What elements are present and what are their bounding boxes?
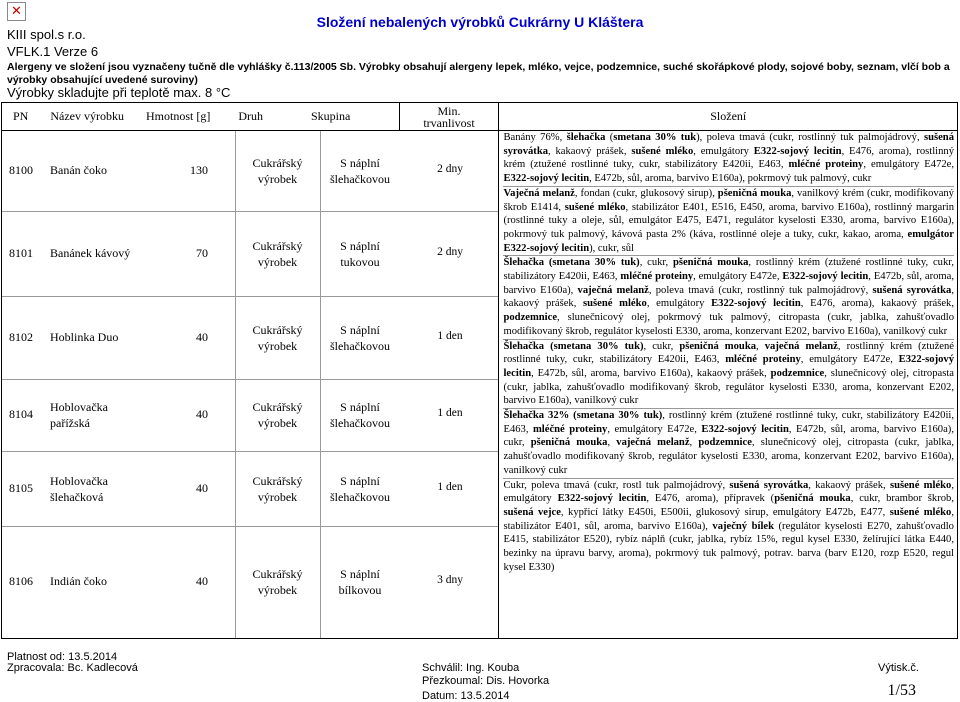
document-date: Datum: 13.5.2014 xyxy=(422,690,510,702)
col-pn-header: PN xyxy=(13,109,29,123)
product-group: S náplní xyxy=(340,400,380,414)
storage-note: Výrobky skladujte při teplotě max. 8 °C xyxy=(7,85,231,100)
company-name: KIII spol.s r.o. xyxy=(7,27,86,42)
composition-text: Šlehačka 32% (smetana 30% tuk), rostlinný krém (ztužené rostlinné tuky, cukr, stabilizátory E420ii, E463, mléčné proteiny, emulgátory E472e, E322-sojový lecitin, E472b, sůl, aroma, barvivo E160a), cukr, pšeničná mouka, vaječná melanž, podzemnice, slunečnicový olej, citropasta (cukr, jablka, zahušťovadlo modifikovaný škrob, regulátor kyselosti E330, aroma, konzervant E202, barvivo E160a), vanilkový cukr xyxy=(503,409,954,479)
row-divider xyxy=(2,379,498,380)
col-weight-header: Hmotnost [g] xyxy=(145,109,211,123)
product-group: S náplní xyxy=(340,473,380,488)
product-weight: 70 xyxy=(196,245,208,260)
product-type: výrobek xyxy=(257,416,298,430)
product-name: Hoblinka Duo xyxy=(50,329,119,344)
reviewed-by: Přezkoumal: Dis. Hovorka xyxy=(422,675,550,687)
product-group: S náplní xyxy=(340,567,380,581)
product-group: S náplní xyxy=(340,322,380,337)
product-weight: 40 xyxy=(196,329,208,344)
product-pn: 8101 xyxy=(9,245,33,260)
copy-number: Výtisk.č. xyxy=(878,662,919,674)
product-weight: 40 xyxy=(196,574,208,588)
composition-text: Vaječná melanž, fondan (cukr, glukosový sirup), pšeničná mouka, vanilkový krém (cukr, modifikovaný škrob E1414, sušené mléko, stabilizátor E401, E516, E450, aroma, barvivo E160a), rostlinný margarin (rostlinné tuky a oleje, sůl, emulgátor E475, E471, regulátor kyselosti E330, aroma, barvivo E160a), pokrmový tuk palmový, kávová pasta 2% (káva, rostlinné oleje a tuky, cukr, kakao, aroma, emulgátor E322-sojový lecitin), cukr, sůl xyxy=(503,187,954,257)
products-table xyxy=(1,102,958,639)
product-pn: 8102 xyxy=(9,329,33,344)
product-group: S náplní xyxy=(340,156,380,170)
product-type: Cukrářský xyxy=(252,400,303,414)
composition-text: Banány 76%, šlehačka (smetana 30% tuk), poleva tmavá (cukr, rostlinný tuk palmojádrový, sušená syrovátka, kakaový prášek, sušené mléko, emulgátory E322-sojový lecitin, E476, aroma), rostlinný krém (ztužené rostlinné tuky, cukr, stabilizátory E420ii, E463, mléčné proteiny, emulgátory E472e, E322-sojový lecitin, E472b, sůl, aroma, barvivo E160a), pokrmový tuk palmový, cukr xyxy=(503,131,954,187)
product-name: Banán čoko xyxy=(50,163,107,177)
product-name: Hoblovačka xyxy=(50,400,108,414)
composition-text: Šlehačka (smetana 30% tuk), cukr, pšeničná mouka, vaječná melanž, rostlinný krém (ztužené rostlinné tuky, cukr, stabilizátory E420ii, E463, mléčné proteiny, emulgátory E472e, E322-sojový lecitin, E472b, sůl, aroma, barvivo E160a), kakaový prášek, podzemnice, slunečnicový olej, citropasta (cukr, jablka, zahušťovadlo modifikovaný škrob, regulátor kyselosti E330, aroma, konzervant E202, barvivo E160a), vanilkový cukr xyxy=(503,340,954,410)
product-group: šlehačkovou xyxy=(330,338,390,353)
product-group: bílkovou xyxy=(338,583,382,597)
col-shelf-life-header: Min. trvanlivost xyxy=(399,103,499,131)
product-pn: 8104 xyxy=(9,407,33,421)
col-name-header: Název výrobku xyxy=(50,109,124,123)
product-name: Indián čoko xyxy=(50,574,107,588)
product-group: šlehačkovou xyxy=(330,172,390,186)
product-type: Cukrářský xyxy=(252,322,303,337)
row-divider xyxy=(2,451,498,452)
product-shelf-life: 3 dny xyxy=(437,574,463,586)
product-shelf-life: 1 den xyxy=(437,480,463,493)
product-group: tukovou xyxy=(340,254,380,269)
valid-from: Platnost od: 13.5.2014 xyxy=(7,651,118,663)
product-name: pařížská xyxy=(50,416,90,430)
product-group: šlehačkovou xyxy=(330,489,390,504)
prepared-by: Zpracovala: Bc. Kadlecová xyxy=(7,662,138,674)
column-divider xyxy=(235,131,236,638)
product-name: Banánek kávový xyxy=(50,245,131,260)
document-version: VFLK.1 Verze 6 xyxy=(7,44,99,59)
product-weight: 40 xyxy=(196,480,208,495)
product-pn: 8106 xyxy=(9,574,33,588)
product-type: výrobek xyxy=(257,489,298,504)
page-number: 1/53 xyxy=(887,682,916,699)
composition-text: Cukr, poleva tmavá (cukr, rostl tuk palmojádrový, sušená syrovátka, kakaový prášek, sušené mléko, emulgátory E322-sojový lecitin, E476, aroma), přípravek (pšeničná mouka, cukr, brambor škrob, sušená vejce, kypřicí látky E450i, E500ii, glukosový sirup, emulgátory E472b, E477, sušené mléko, stabilizátor E401, sůl, aroma, barvivo E160a), vaječný bílek (regulátor kyselosti E270, zahušťovadlo E415, stabilizátor E520), rybíz náplň (cukr, jablka, rybíz 15%, regul kysel E330, želírující látka E440, bezinky na úpravu barvy, aroma), pokrmový tuk palmový, potrav. barva (barv E120, rozp E520, regul kysel E330) xyxy=(503,479,955,573)
col-composition-header: Složení xyxy=(499,103,958,131)
product-group: šlehačkovou xyxy=(330,416,390,430)
product-shelf-life: 2 dny xyxy=(437,245,463,258)
product-pn: 8100 xyxy=(9,163,33,177)
row-divider xyxy=(2,296,498,297)
product-pn: 8105 xyxy=(9,480,33,495)
approved-by: Schválil: Ing. Kouba xyxy=(422,662,520,674)
product-type: výrobek xyxy=(257,254,298,269)
col-group-header: Skupina xyxy=(311,109,351,123)
product-list-cell xyxy=(2,131,499,639)
composition-cell xyxy=(499,131,958,639)
product-type: Cukrářský xyxy=(252,567,303,581)
product-name: Hoblovačka xyxy=(50,473,108,488)
product-type: Cukrářský xyxy=(252,156,303,170)
composition-text: Šlehačka (smetana 30% tuk), cukr, pšeničná mouka, rostlinný krém (ztužené rostlinné tuky, cukr, stabilizátory E420ii, E463, mléčné proteiny, emulgátory E472e, E322-sojový lecitin, E472b, sůl, aroma, barvivo E160a), vaječná melanž, poleva tmavá (cukr, rostlinný tuk palmojádrový, sušená syrovátka, kakaový prášek, sušené mléko, emulgátory E322-sojový lecitin, E476, aroma), kakaový prášek, podzemnice, slunečnicový olej, pokrmový tuk palmový, citropasta (cukr, jablka, zahušťovadlo modifikovaný škrob, regulátor kyselosti E330, aroma, konzervant E202, barvivo E160a), vanilkový cukr xyxy=(503,256,954,339)
page-title: Složení nebalených výrobků Cukrárny U Kláštera xyxy=(316,14,644,30)
product-name: šlehačková xyxy=(50,489,104,504)
broken-image-icon: ✕ xyxy=(11,4,22,19)
product-group: S náplní xyxy=(340,238,380,253)
product-shelf-life: 2 dny xyxy=(437,163,463,175)
product-shelf-life: 1 den xyxy=(437,407,463,419)
row-divider xyxy=(2,526,498,527)
product-weight: 40 xyxy=(196,407,208,421)
product-weight: 130 xyxy=(190,163,208,177)
product-type: Cukrářský xyxy=(252,473,303,488)
product-type: výrobek xyxy=(257,172,298,186)
product-type: výrobek xyxy=(257,583,298,597)
column-divider xyxy=(320,131,321,638)
product-type: Cukrářský xyxy=(252,238,303,253)
table-header-left xyxy=(2,103,400,131)
row-divider xyxy=(2,211,498,212)
allergen-note: Alergeny ve složení jsou vyznačeny tučně dle vyhlášky č.113/2005 Sb. Výrobky obsahují alergeny lepek, mléko, vejce, podzemnice, suché skořápkové plody, sojové boby, seznam, vlčí bob a výrobky obsahující uvedené suroviny) xyxy=(7,61,950,86)
product-shelf-life: 1 den xyxy=(437,329,463,342)
product-type: výrobek xyxy=(257,338,298,353)
col-type-header: Druh xyxy=(238,109,263,123)
